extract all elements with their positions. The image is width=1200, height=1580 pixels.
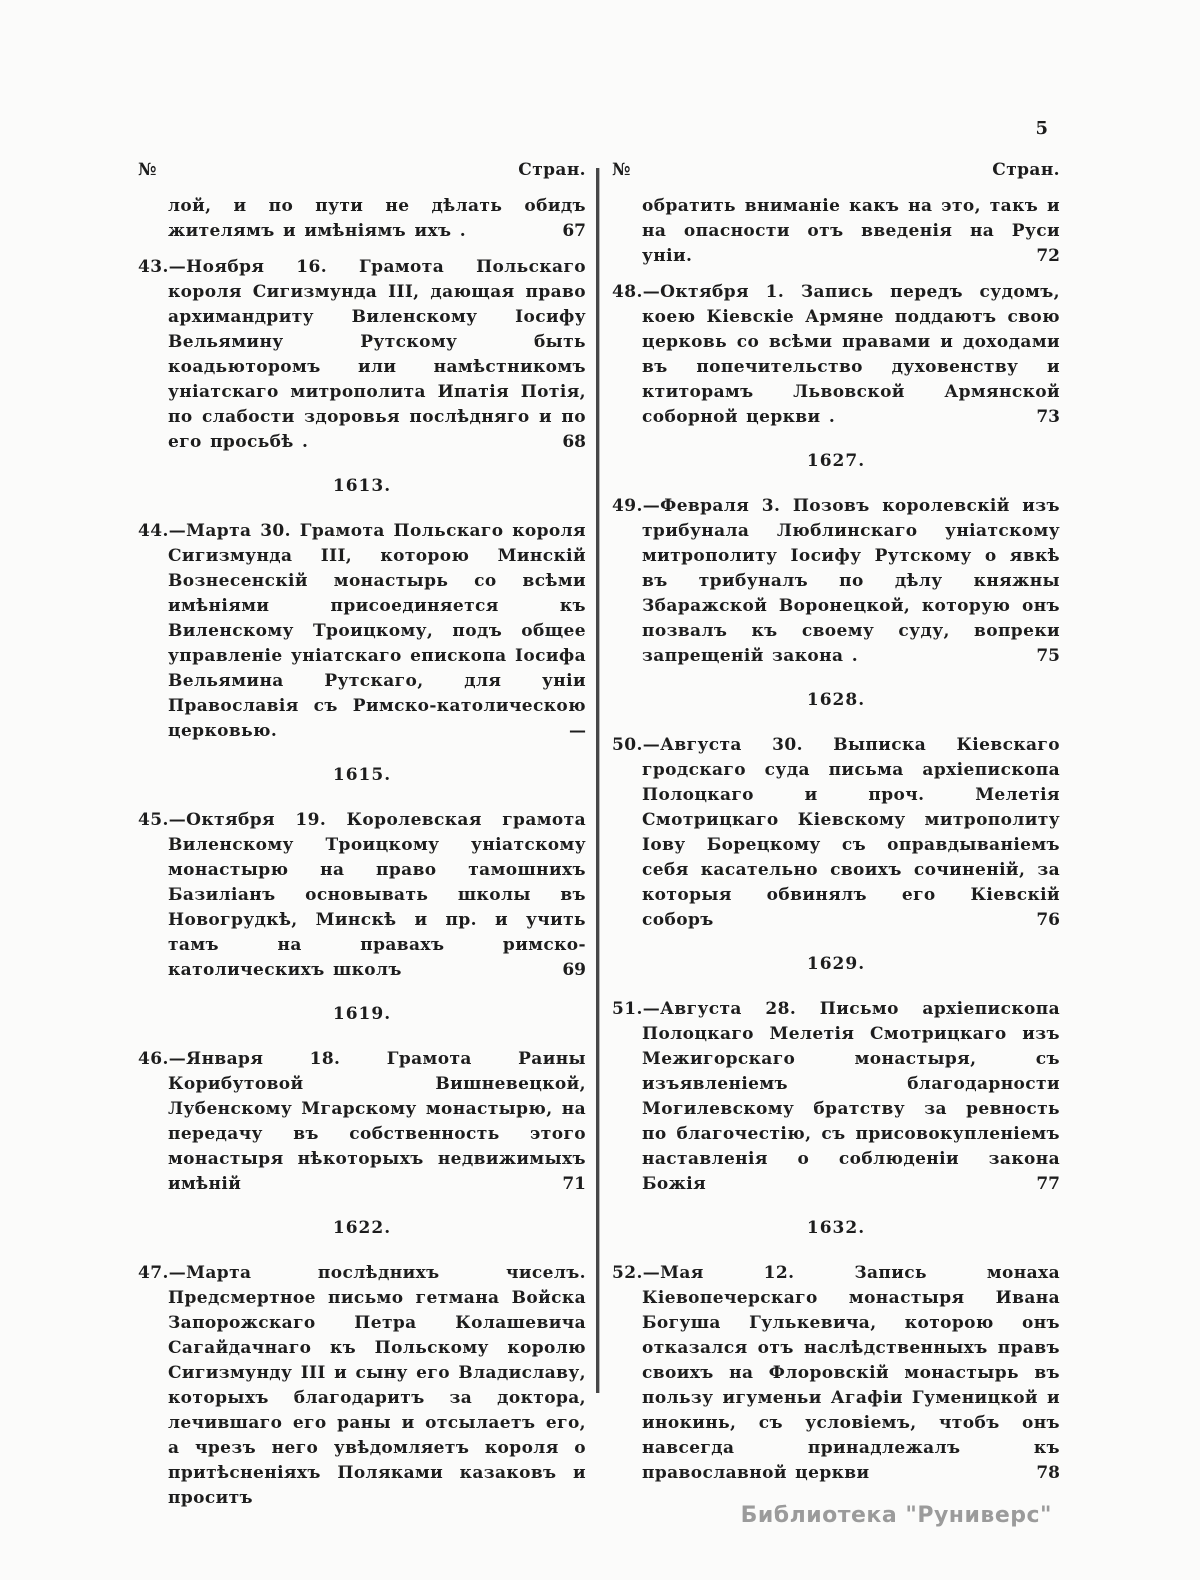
toc-entry-text: 44.—Марта 30. Грамота Польскаго короля Сигизмунда III, которою Минскій Вознесенскій монастырь со всѣми имѣніями присоединяется къ Виленскому Троицкому, подъ общее управленіе уніатскаго епископа Іосифа Вельямина Рутскаго, для уніи Православія съ Римско-католическою церковью. xyxy=(138,521,586,741)
toc-entry-text: 47.—Марта послѣднихъ чиселъ. Предсмертное письмо гетмана Войска Запорожскаго Петра Колашевича Сагайдачнаго къ Польскому королю Сигизмунду III и сыну его Владиславу, которыхъ благодаритъ за доктора, лечившаго его раны и отсылаетъ его, а чрезъ него увѣдомляетъ короля о притѣсненіяхъ Поляками казаковъ и проситъ xyxy=(138,1263,586,1508)
toc-entry-page: 76 xyxy=(1026,908,1060,933)
toc-entry-page: 77 xyxy=(1026,1172,1060,1197)
year-heading-1627: 1627. xyxy=(806,451,866,471)
toc-entry-page: 69 xyxy=(552,958,586,983)
toc-entry-continuation xyxy=(138,194,586,244)
toc-entry-text: 49.—Февраля 3. Позовъ королевскій изъ трибунала Люблинскаго уніатскому митрополиту Іосифу Рутскому о явкѣ въ трибуналъ по дѣлу княжны Збаражской Воронецкой, которую онъ позвалъ къ своему суду, вопреки запрещеній закона . xyxy=(612,496,1060,666)
toc-entry-text: 43.—Ноября 16. Грамота Польскаго короля Сигизмунда III, дающая право архимандриту Виленскому Іосифу Вельямину Рутскому быть коадьюторомъ или намѣстникомъ уніатскаго митрополита Ипатія Потія, по слабости здоровья послѣдняго и по его просьбѣ . xyxy=(138,257,586,452)
toc-entry-page: 71 xyxy=(552,1172,586,1197)
toc-entry-49 xyxy=(612,494,1060,669)
year-heading-1613: 1613. xyxy=(332,476,392,496)
right-column xyxy=(612,158,1060,1497)
year-heading-1619: 1619. xyxy=(332,1004,392,1024)
left-column xyxy=(138,158,586,1522)
year-heading-1629: 1629. xyxy=(806,954,866,974)
toc-entry-page: 67 xyxy=(552,219,586,244)
right-column-header xyxy=(612,158,1060,182)
toc-entry-43 xyxy=(138,255,586,455)
toc-entry-48 xyxy=(612,280,1060,430)
toc-entry-44 xyxy=(138,519,586,744)
toc-entry-text: 52.—Мая 12. Запись монаха Кіевопечерскаго монастыря Ивана Богуша Гулькевича, которою онъ отказался отъ наслѣдственныхъ правъ своихъ на Флоровскій монастырь въ пользу игуменьи Агафіи Гуменицкой и инокинь, съ условіемъ, чтобъ онъ навсегда принадлежалъ къ православной церкви xyxy=(612,1263,1060,1483)
toc-entry-page: 78 xyxy=(1026,1461,1060,1486)
toc-entry-page: 73 xyxy=(1026,405,1060,430)
toc-entry-text: 48.—Октября 1. Запись передъ судомъ, коею Кіевскіе Армяне поддаютъ свою церковь со всѣми правами и доходами въ попечительство духовенству и ктиторамъ Львовской Армянской соборной церкви . xyxy=(612,282,1060,427)
toc-entry-continuation xyxy=(612,194,1060,269)
year-heading-1615: 1615. xyxy=(332,765,392,785)
toc-entry-text: 50.—Августа 30. Выписка Кіевскаго гродскаго суда письма архіепископа Полоцкаго и проч. Мелетія Смотрицкаго Кіевскому митрополиту Іову Борецкому съ оправдываніемъ себя касательно своихъ сочиненій, за которыя обвинялъ его Кіевскій соборъ xyxy=(612,735,1060,930)
toc-entry-47 xyxy=(138,1261,586,1511)
left-column-header xyxy=(138,158,586,182)
header-number-label: № xyxy=(138,160,157,180)
toc-entry-45 xyxy=(138,808,586,983)
toc-entry-text: обратить вниманіе какъ на это, такъ и на опасности отъ введенія на Руси уніи. xyxy=(642,196,1060,266)
toc-entry-46 xyxy=(138,1047,586,1197)
toc-entry-text: лой, и по пути не дѣлать обидъ жителямъ и имѣніямъ ихъ . xyxy=(168,196,586,241)
header-number-label: № xyxy=(612,160,631,180)
toc-entry-50 xyxy=(612,733,1060,933)
toc-entry-page: 68 xyxy=(552,430,586,455)
header-pages-label: Стран. xyxy=(992,160,1060,180)
year-heading-1622: 1622. xyxy=(332,1218,392,1238)
page-number: 5 xyxy=(1035,118,1048,139)
toc-entry-51 xyxy=(612,997,1060,1197)
toc-entry-page: 72 xyxy=(1026,244,1060,269)
toc-entry-text: 46.—Января 18. Грамота Раины Корибутовой Вишневецкой, Лубенскому Мгарскому монастырю, на передачу въ собственность этого монастыря нѣкоторыхъ недвижимыхъ имѣній xyxy=(138,1049,586,1194)
year-heading-1632: 1632. xyxy=(806,1218,866,1238)
toc-entry-text: 45.—Октября 19. Королевская грамота Виленскому Троицкому уніатскому монастырю на право тамошнихъ Базиліанъ основывать школы въ Новогрудкѣ, Минскѣ и пр. и учить тамъ на правахъ римско-католическихъ школъ xyxy=(138,810,586,980)
year-heading-1628: 1628. xyxy=(806,690,866,710)
column-divider xyxy=(596,168,599,1393)
toc-entry-page: 75 xyxy=(1026,644,1060,669)
watermark: Библиотека "Руниверс" xyxy=(740,1503,1052,1528)
toc-entry-page: — xyxy=(559,719,586,744)
header-pages-label: Стран. xyxy=(518,160,586,180)
toc-entry-52 xyxy=(612,1261,1060,1486)
toc-entry-text: 51.—Августа 28. Письмо архіепископа Полоцкаго Мелетія Смотрицкаго изъ Межигорскаго монастыря, съ изъявленіемъ благодарности Могилевскому братству за ревность по благочестію, съ присовокупленіемъ наставленія о соблюденіи закона Божія xyxy=(612,999,1060,1194)
